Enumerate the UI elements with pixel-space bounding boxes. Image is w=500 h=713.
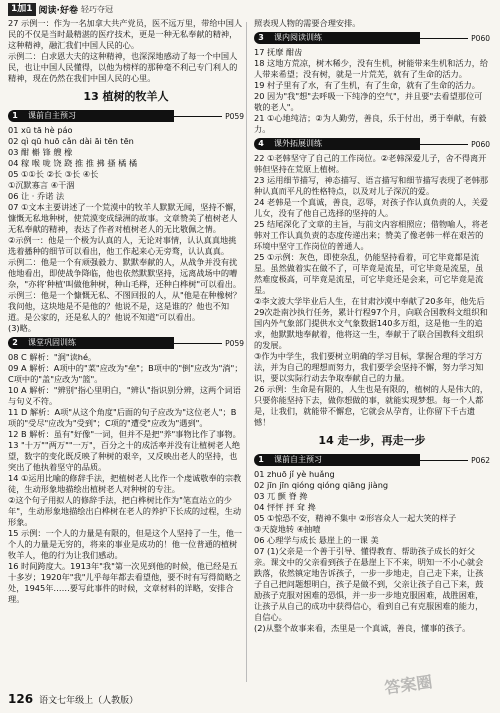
section-page-code: P060 <box>471 33 490 43</box>
answer-item: ③作为中学生，我们要树立明确的学习目标，掌握合理的学习方法，并为自己的理想而努力，我们要学会坚持不懈，努力学习知识，要以实际行动去争取奉献自己的力量。 <box>254 351 484 383</box>
answer-item: 11 D 解析：A项"从这个角度"后面的句子应改为"这位老人"；B项的"受尽"应改为"受到"；C项的"遭受"应改为"遇到"。 <box>8 407 237 428</box>
answer-item: 04 怦怦 抨 耷 搀 <box>254 502 316 512</box>
answer-item: ②李文波大学毕业后人生，在甘肃沙漠中奉献了20多年，他先后29次赴南沙执行任务，累计行程97个月，向联合国教科文组织和国内外气象部门提供水文气象数据140多万组，这是他一生的追求，他默默地奉献着，他将这一生，奉献于了联合国教科文组织的发展。 <box>254 296 488 350</box>
answer-item: 21 ①心地纯洁；②为人勤劳，善良，乐于付出，勇于奉献，有毅力。 <box>254 113 487 134</box>
section-header <box>8 337 244 349</box>
answer-item: 02 jīn jīn qióng qióng qiāng jiàng <box>254 480 389 490</box>
section-title: 课外拓展训练 <box>268 138 420 150</box>
section-page-code: P059 <box>225 111 244 121</box>
page-header <box>0 0 500 18</box>
answer-paragraph: 照表现人物的需要合理安排。 <box>254 18 361 28</box>
answer-item: 25 结尾深化了文章的主旨，与前文内容相照应；借物喻人，将老韩对工作认真负责的态度传递出来；赞美了像老韩一样在艰苦的环境中坚守工作岗位的普通人。 <box>254 219 489 251</box>
answer-item: ③天旋地转 ④抽噎 <box>254 524 321 534</box>
answer-item: 02 qì qū huō cǎn dài āi tēn tēn <box>8 136 134 146</box>
section-number: 3 <box>254 32 268 44</box>
section-title: 课堂巩固训练 <box>22 337 174 349</box>
answer-item: 07 ①文本主要讲述了一个荒漠中的牧羊人默默无闻，坚持不懈，慷慨无私地种树，使荒漠变成绿洲的故事。文章赞美了植树老人无私奉献的精神，表达了作者对植树老人的无比敬佩之情。 <box>8 202 242 234</box>
answer-item: 09 A 解析：A项中的"菜"应改为"垒"；B项中的"倒"应改为"淌"；C项中的"盖"应改为"篮"。 <box>8 363 243 384</box>
logo-text: 阅读·好卷 <box>38 5 78 16</box>
lesson-title: 14 走一步，再走一步 <box>318 434 426 447</box>
lesson-title: 13 植树的牧羊人 <box>83 90 169 103</box>
answer-item: 05 ①惊恐不安，精神不集中 ②形容众人一起大笑的样子 <box>254 513 457 523</box>
answer-item: 06 让 · 乔诺 法 <box>8 191 65 201</box>
answer-item: 示例三：他是一个慷慨无私、不图回报的人，从"他是在种橡树？我问他，这块地是不是他的？他说不是，这是谁的？他也不知道。是公家的，还是私人的？他说不知道"可以看出。 <box>8 290 242 322</box>
brand-logo <box>8 2 113 16</box>
answer-item: 01 xū tā hè páo <box>8 125 73 135</box>
answer-item: 12 B 解析：虽有"好像"一词，但并不是把"养"事物比作了事物。 <box>8 429 241 439</box>
answer-item: ②示例一：他是一个极为认真的人，无论对事情，认认真真地挑选着播种的细节可以看出，他工作起来心无旁骛，认认真真。 <box>8 235 237 256</box>
section-page-code: P059 <box>225 338 244 348</box>
section-number: 2 <box>8 337 22 349</box>
answer-item: 10 A 解析："辨别"指心里明白，"辨认"指识别分辨，这两个词语与句义不符。 <box>8 385 241 406</box>
answer-item: 23 运用细节描写，神态描写、语言描写和细节描写表现了老韩那种认真而平凡的性格特点，以及对儿子深沉的爱。 <box>254 175 489 196</box>
answer-item: 07 (1)父亲是一个善于引导、懂得教育、帮助孩子成长的好父亲。课文中的父亲看到孩子在悬崖上下不来，明知一不小心就会跌落，依然镇定地告诉孩子，一步一步地走，自己走下来，让孩子自己把问题想明白，孩子是做不到，父亲让孩子自己下来，鼓励孩子克服对困难的恐惧，并一步一步地克服困难，战胜困难，让孩子从自己的成功中获得信心，看到自己有克服困难的能力，自信心。 <box>254 546 484 622</box>
answer-item: 03 酣 槲 锋 艘 橡 <box>8 147 73 157</box>
section-header <box>8 110 244 122</box>
answer-item: 08 C 解析："涧"读hé。 <box>8 352 97 362</box>
answer-item: ②这个句子用拟人的修辞手法，把白桦树比作为"笔直站立的少年"，生动形象地描绘出白桦树在老人的养护下长成的过程，生动形象。 <box>8 495 242 527</box>
answer-item: 05 ①①长 ②长 ③长 ④长 <box>8 169 99 179</box>
answer-item: 04 稼 喉 咙 饶 跷 推 推 拂 搔 橘 橘 <box>8 158 138 168</box>
answer-item: 20 因为"我"想"去呼吸一下纯净的空气"，并且要"去看望那位可敬的老人"。 <box>254 91 483 112</box>
right-column <box>254 18 490 634</box>
logo-subtitle: 轻巧夺冠 <box>80 4 113 14</box>
section-rule <box>174 116 222 117</box>
section-number: 1 <box>8 110 22 122</box>
answer-item: 15 示例：一个人的力量是有限的，但是这个人坚持了一生，他一个人的力量是无穷的，将来的事业是成功的！他一位普通的植树牧羊人，他的行为让我们感动。 <box>8 528 243 560</box>
answer-item: 13 "十万""两万""一万"，百分之十的成活率并没有让植树老人绝望，数字的变化既反映了种树的艰辛，又反映出老人的坚持，也突出了他执着坚守的品质。 <box>8 440 241 472</box>
answer-item: 14 ①运用比喻的修辞手法，把植树老人比作一个虔诚敬奉的宗教徒，生动形象地描绘出植树老人对种树的专注。 <box>8 473 242 494</box>
answer-item: 22 ①老韩坚守了自己的工作岗位。②老韩深爱儿子，舍不得离开韩但坚持在荒原上植树。 <box>254 153 487 174</box>
column-divider <box>246 22 247 682</box>
answer-item: 示例二：他是一个有顽强毅力、默默奉献的人，从战争并没有扰他地看出，即使战争降临，他也依然默默坚持，远离战场中的嘈杂，"亦将'种植'叫做他种树，种山毛榉，还种白桦树"可以看出。 <box>8 257 242 289</box>
book-title: 语文七年级上（人教版） <box>39 695 139 706</box>
section-rule <box>420 38 468 39</box>
page-number: 126 <box>8 692 34 706</box>
answer-paragraph: 示例二：白求恩大夫的这种精神，也深深地感动了每一个中国人民，也让中国人民懂得，以他为榜样的那种毫不利己专门利人的精神，现在仍然在我们中国人民的心里。 <box>8 51 238 83</box>
answer-item: ①沉默寡言 ④干涸 <box>8 180 75 190</box>
answer-item: 17 抚摩 酣齿 <box>254 47 303 57</box>
answer-item: 24 老韩是一个真诚，善良，忍辱，对孩子作认真负责的人，关爱儿女，没有了他自己选择的坚持的人。 <box>254 197 489 218</box>
answer-item: 01 zhuō jǐ yè huǎng <box>254 469 335 479</box>
logo-badge: 1加1 <box>8 3 36 16</box>
answer-item: 16 时间跨度大。1913年"我"第一次见到他的时候，他已经是五十多岁；1920年"我"儿乎每年都去看望他，要不时有写得简略之处，1945年……要写此事件的时候，文章材料的详略，安排合理。 <box>8 561 242 604</box>
section-number: 1 <box>254 454 268 466</box>
section-page-code: P062 <box>471 455 490 465</box>
section-rule <box>174 343 222 344</box>
answer-item: 25 ①示例：灰色，即使杂乱，仍能坚持看着，可它毕竟都是流星。虽然做着实在做不了，可毕竟是流星，可它毕竟是流星，虽然难度极高，可毕竟是流星，可它毕竟还是会来，可它毕竟是流星。 <box>254 252 484 295</box>
section-number: 4 <box>254 138 268 150</box>
section-header <box>254 454 490 466</box>
answer-item: (3)略。 <box>8 323 36 333</box>
answer-item: 06 心理学与成长 悬崖上的一课 美 <box>254 535 379 545</box>
section-title: 课前自主预习 <box>22 110 174 122</box>
answer-item: 19 村子里有了水，有了生机，有了生命，就有了生命的活力。 <box>254 80 480 90</box>
answer-item: (2)从整个故事来看，杰里是一个真诚，善良，懂事的孩子。 <box>254 623 471 633</box>
left-column <box>8 18 244 605</box>
section-header <box>254 32 490 44</box>
answer-item: 03 兀 颤 脊 搀 <box>254 491 308 501</box>
answer-paragraph: 27 示例一：作为一名加拿大共产党员，医不远万里，带给中国人民的不仅是当时最精湛的医疗技术，更是一种无私奉献的精神，这种精神，融汇我们中国人民的心。 <box>8 18 243 50</box>
section-rule <box>420 460 468 461</box>
answer-item: 18 这地方荒凉，树木稀少，没有生机，树能带来生机和活力，给人带来希望；没有树，就是一片荒芜，就有了生命的活力。 <box>254 58 489 79</box>
answer-item: 26 示例：生命是有限的，人生也是有限的，植树的人是伟大的，只要你能坚持下去，做你想做的事，就能实现梦想。每一个人都是，让我们，就能带不懈怠，它就会从孕育，让你留下千古遗憾！ <box>254 384 489 427</box>
watermark: 答案圈 <box>383 672 434 698</box>
section-page-code: P060 <box>471 139 490 149</box>
section-title: 课前自主预习 <box>268 454 420 466</box>
section-rule <box>420 144 468 145</box>
section-title: 课内阅读训练 <box>268 32 420 44</box>
section-header <box>254 138 490 150</box>
